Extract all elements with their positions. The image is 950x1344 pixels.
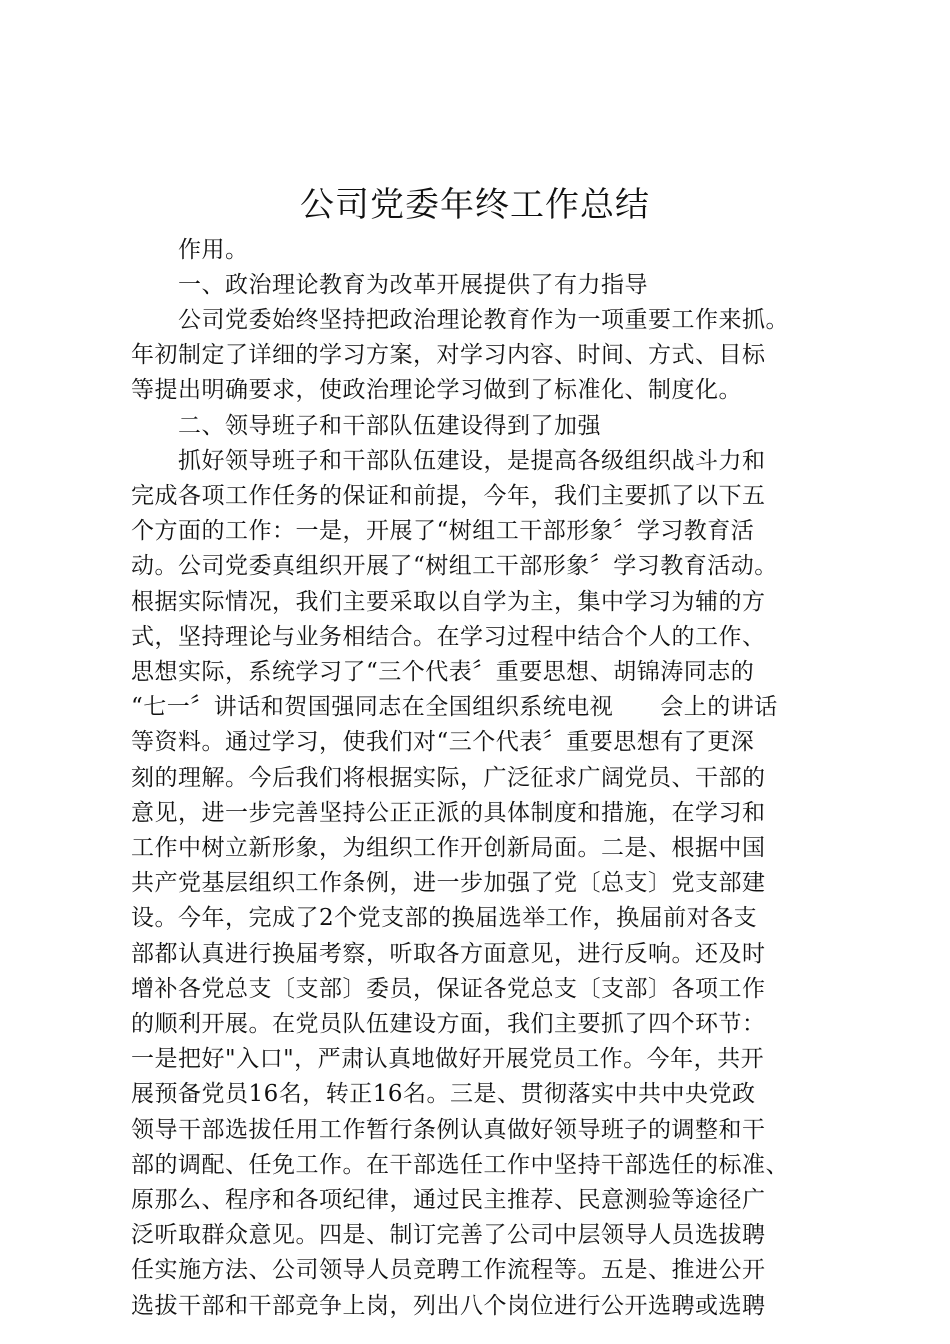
paragraph-line: 原那么、程序和各项纪律，通过民主推荐、民意测验等途径广 xyxy=(131,1187,766,1213)
paragraph-line: “七一〞讲话和贺国强同志在全国组织系统电视 会上的讲话 xyxy=(131,694,778,720)
paragraph-line: 一是把好"入口"，严肃认真地做好开展党员工作。今年，共开 xyxy=(131,1046,765,1072)
paragraph-line: 选拔干部和干部竞争上岗，列出八个岗位进行公开选聘或选聘 xyxy=(131,1293,766,1319)
paragraph-line: 意见，进一步完善坚持公正正派的具体制度和措施，在学习和 xyxy=(131,800,766,826)
paragraph-line: 的顺利开展。在党员队伍建设方面，我们主要抓了四个环节： xyxy=(131,1011,766,1037)
paragraph-line: 式，坚持理论与业务相结合。在学习过程中结合个人的工作、 xyxy=(131,624,766,650)
document-title: 公司党委年终工作总结 xyxy=(300,185,650,225)
paragraph-line: 增补各党总支〔支部〕委员，保证各党总支〔支部〕各项工作 xyxy=(131,976,766,1002)
paragraph-line: 部的调配、任免工作。在干部选任工作中坚持干部选任的标准、 xyxy=(131,1152,789,1178)
section-heading: 二、领导班子和干部队伍建设得到了加强 xyxy=(178,413,601,439)
paragraph-line: 等提出明确要求，使政治理论学习做到了标准化、制度化。 xyxy=(131,377,742,403)
paragraph-line: 共产党基层组织工作条例，进一步加强了党〔总支〕党支部建 xyxy=(131,870,766,896)
paragraph-line: 动。公司党委真组织开展了“树组工干部形象〞学习教育活动。 xyxy=(131,553,778,579)
paragraph-line: 工作中树立新形象，为组织工作开创新局面。二是、根据中国 xyxy=(131,835,766,861)
paragraph-line: 泛听取群众意见。四是、制订完善了公司中层领导人员选拔聘 xyxy=(131,1222,766,1248)
paragraph-line: 思想实际，系统学习了“三个代表〞重要思想、胡锦涛同志的 xyxy=(131,659,755,685)
paragraph-line: 设。今年，完成了2个党支部的换届选举工作，换届前对各支 xyxy=(131,905,758,931)
paragraph-line: 等资料。通过学习，使我们对“三个代表〞重要思想有了更深 xyxy=(131,729,755,755)
paragraph-line: 展预备党员16名，转正16名。三是、贯彻落实中共中央党政 xyxy=(131,1081,756,1107)
paragraph-line: 任实施方法、公司领导人员竞聘工作流程等。五是、推进公开 xyxy=(131,1257,766,1283)
paragraph-line: 公司党委始终坚持把政治理论教育作为一项重要工作来抓。 xyxy=(178,307,789,333)
section-heading: 一、政治理论教育为改革开展提供了有力指导 xyxy=(178,272,648,298)
paragraph-line: 完成各项工作任务的保证和前提，今年，我们主要抓了以下五 xyxy=(131,483,766,509)
paragraph-line: 刻的理解。今后我们将根据实际，广泛征求广阔党员、干部的 xyxy=(131,765,766,791)
paragraph-line: 个方面的工作：一是，开展了“树组工干部形象〞学习教育活 xyxy=(131,518,755,544)
paragraph-line: 部都认真进行换届考察，听取各方面意见，进行反响。还及时 xyxy=(131,941,766,967)
paragraph-line: 作用。 xyxy=(178,237,249,263)
paragraph-line: 抓好领导班子和干部队伍建设，是提高各级组织战斗力和 xyxy=(178,448,766,474)
paragraph-line: 年初制定了详细的学习方案，对学习内容、时间、方式、目标 xyxy=(131,342,766,368)
paragraph-line: 根据实际情况，我们主要采取以自学为主，集中学习为辅的方 xyxy=(131,589,766,615)
paragraph-line: 领导干部选拔任用工作暂行条例认真做好领导班子的调整和干 xyxy=(131,1117,766,1143)
